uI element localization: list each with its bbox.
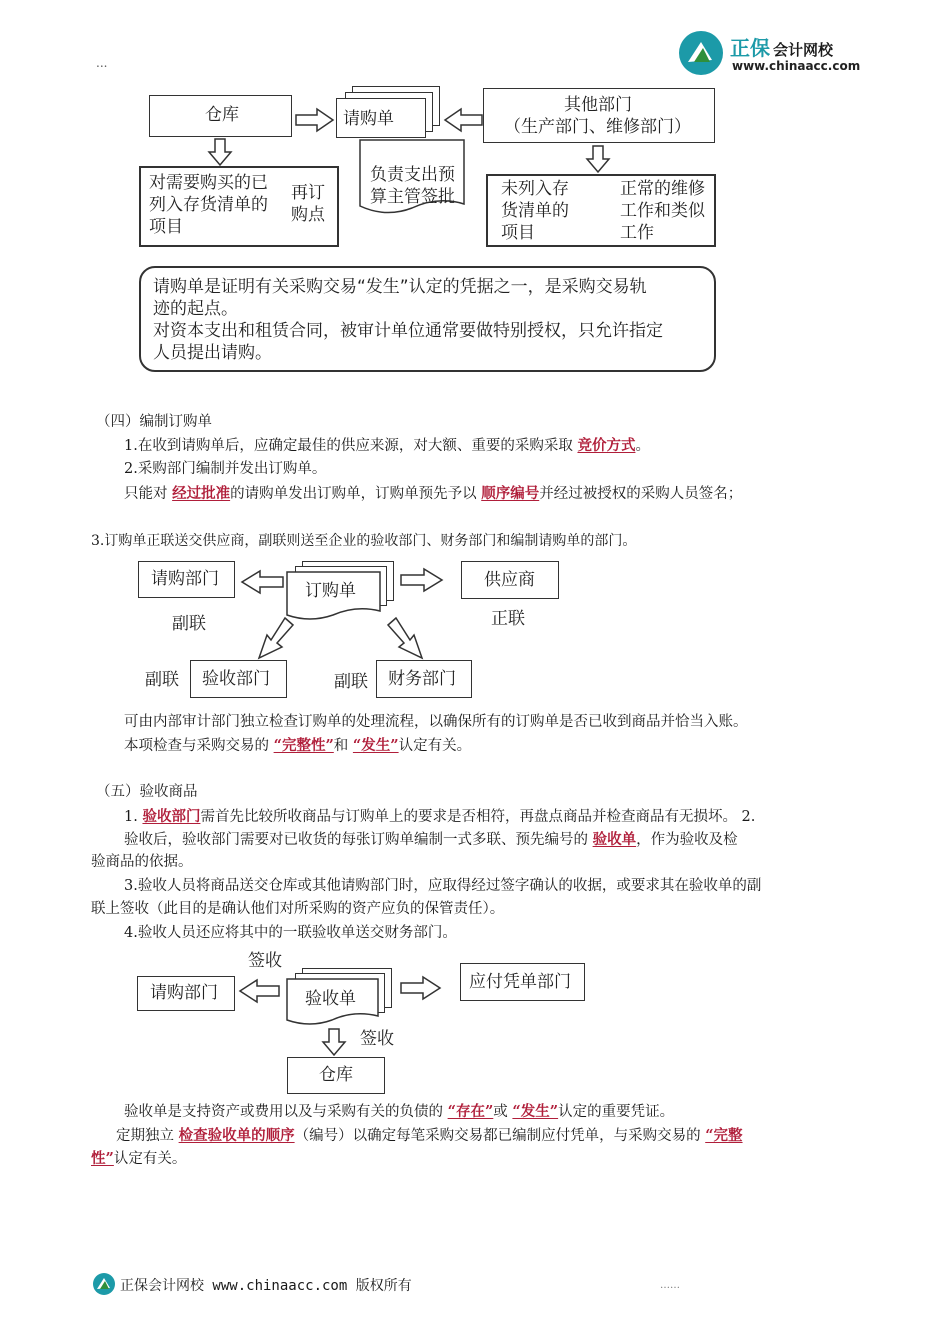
s4-p4: 3.订购单正联送交供应商，副联则送至企业的验收部门、财务部门和编制请购单的部门。 [91, 533, 637, 549]
d3-arrow-down-icon [322, 1028, 346, 1056]
d1-note-line4: 人员提出请购。 [153, 343, 272, 363]
d2-finance-dept-label: 财务部门 [388, 669, 456, 689]
d3-warehouse-label: 仓库 [319, 1065, 353, 1085]
brand-url: www.chinaacc.com [732, 59, 861, 73]
s5b-p6-line2: 性”认定有关。 [91, 1150, 187, 1167]
d2-supplier-box [461, 561, 559, 599]
d1-arrow-down-right-icon [586, 145, 610, 173]
s4-p1: 1.在收到请购单后，应确定最佳的供应来源，对大额、重要的采购采取 竞价方式。 [124, 437, 650, 454]
d1-arrow-down-left-icon [208, 138, 232, 166]
d2-arrow-down-left-icon [255, 616, 295, 662]
d1-requisition-label: 请购单 [343, 109, 394, 129]
d1-right-items-box [486, 174, 716, 247]
header-cut-text: ... [96, 56, 108, 70]
d2-copy-label3: 副联 [334, 672, 368, 692]
d2-copy-label: 副联 [172, 614, 206, 634]
d1-left-items-line2: 列入存货清单的 [149, 195, 268, 215]
s4-title: （四）编制订购单 [96, 414, 212, 430]
footer-page-mark: …… [660, 1280, 680, 1291]
d1-budget-line2: 算主管签批 [370, 187, 455, 207]
d1-other-dept-box [483, 88, 715, 143]
d1-mid-items-line3: 项目 [501, 223, 535, 243]
d1-arrow-left-icon [443, 108, 483, 132]
s5-p4: 4.验收人员还应将其中的一联验收单送交财务部门。 [124, 925, 457, 941]
d3-req-dept-label: 请购部门 [150, 983, 218, 1003]
s5-p1: 1. 验收部门需首先比较所收商品与订购单上的要求是否相符，再盘点商品并检查商品有无损坏。 2. [124, 808, 756, 825]
d2-arrow-down-right-icon [386, 616, 426, 662]
s4b-p5: 可由内部审计部门独立检查订购单的处理流程，以确保所有的订购单是否已收到商品并恰当入账。 [124, 714, 748, 730]
d1-note-line2: 迹的起点。 [153, 299, 238, 319]
d2-supplier-label: 供应商 [484, 570, 535, 590]
d2-order-label: 订购单 [305, 581, 356, 601]
d1-mid-items-line2: 货清单的 [501, 201, 569, 221]
brand-cn: 正保 [730, 36, 770, 60]
d1-other-dept-line1: 其他部门 [564, 95, 632, 115]
d1-note-line1: 请购单是证明有关采购交易“发生”认定的凭据之一，是采购交易轨 [153, 277, 647, 297]
d1-requisition-box [336, 98, 426, 138]
s5-title: （五）验收商品 [96, 784, 198, 800]
d1-note-box [139, 266, 716, 372]
d1-budget-line1: 负责支出预 [370, 165, 455, 185]
s5b-p5: 验收单是支持资产或费用以及与采购有关的负债的 “存在”或 “发生”认定的重要凭证。 [124, 1103, 675, 1120]
d3-arrow-right-icon [400, 976, 442, 1000]
d2-receiving-dept-label: 验收部门 [202, 669, 270, 689]
d2-req-dept-label: 请购部门 [151, 569, 219, 589]
d2-original-label: 正联 [491, 609, 525, 629]
d2-copy-label2: 副联 [145, 670, 179, 690]
d2-req-dept-box [138, 561, 235, 598]
s5b-p6: 定期独立 检查验收单的顺序（编号）以确定每笔采购交易都已编制应付凭单，与采购交易的 “完整 [116, 1127, 743, 1144]
d1-right-items-line3: 工作 [620, 223, 654, 243]
footer-text: 正保会计网校 www.chinaacc.com 版权所有 [120, 1278, 412, 1294]
s5-p3-line2: 联上签收（此目的是确认他们对所采购的资产应负的保管责任）。 [91, 901, 505, 917]
d1-other-dept-line2: （生产部门、维修部门） [504, 117, 691, 137]
d1-reorder-line1: 再订 [291, 183, 325, 203]
d1-right-items-line1: 正常的维修 [620, 179, 705, 199]
d3-sign2-label: 签收 [360, 1029, 394, 1049]
d1-warehouse-label: 仓库 [205, 105, 239, 125]
d3-receipt-label: 验收单 [305, 989, 356, 1009]
d1-left-items-line3: 项目 [149, 217, 183, 237]
brand-sub: 会计网校 [773, 41, 834, 59]
d1-arrow-right-icon [295, 108, 335, 132]
d1-mid-items-line1: 未列入存 [501, 179, 569, 199]
d3-req-dept-box [137, 976, 235, 1011]
d1-left-items-line1: 对需要购买的已 [149, 173, 268, 193]
s5-p2-line2: 验商品的依据。 [91, 854, 193, 870]
s5-p2: 验收后，验收部门需要对已收货的每张订购单编制一式多联、预先编号的 验收单，作为验收及检 [124, 831, 738, 848]
d1-warehouse-box [149, 95, 292, 137]
logo-circle-icon [678, 30, 724, 76]
d3-sign1-label: 签收 [248, 951, 282, 971]
d3-warehouse-box [287, 1057, 385, 1094]
brand-logo [678, 30, 878, 78]
d3-arrow-left-icon [238, 979, 280, 1003]
d3-payable-dept-label: 应付凭单部门 [469, 972, 571, 992]
s4b-p6: 本项检查与采购交易的 “完整性”和 “发生”认定有关。 [124, 737, 472, 754]
d2-receiving-dept-box [190, 660, 287, 698]
d1-reorder-line2: 购点 [291, 205, 325, 225]
d2-arrow-left-icon [240, 570, 284, 594]
d1-left-items-box [139, 166, 339, 247]
s4-p3: 只能对 经过批准的请购单发出订购单，订购单预先予以 顺序编号并经过被授权的采购人员签名； [124, 485, 743, 502]
s4-p2: 2.采购部门编制并发出订购单。 [124, 461, 327, 477]
footer-logo-icon [92, 1272, 116, 1296]
s5-p3-line1: 3.验收人员将商品送交仓库或其他请购部门时，应取得经过签字确认的收据，或要求其在验收单的副 [124, 878, 762, 894]
d1-right-items-line2: 工作和类似 [620, 201, 705, 221]
d1-note-line3: 对资本支出和租赁合同，被审计单位通常要做特别授权，只允许指定 [153, 321, 663, 341]
d3-payable-dept-box [460, 963, 585, 1001]
d2-finance-dept-box [376, 660, 472, 698]
d2-arrow-right-icon [400, 568, 444, 592]
